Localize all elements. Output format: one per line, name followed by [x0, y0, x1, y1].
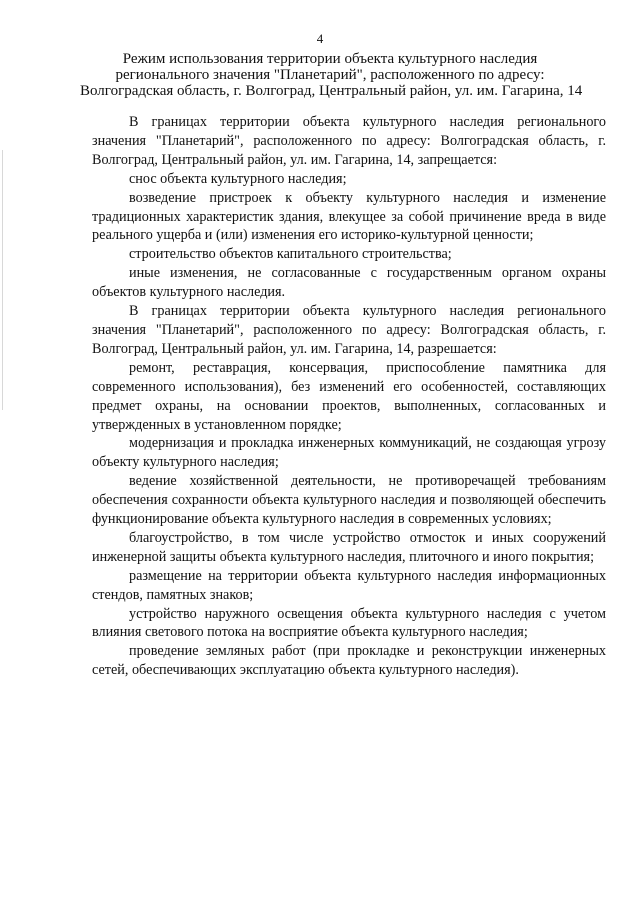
permitted-item: ремонт, реставрация, консервация, приспособление памятника для современного использования), без изменений его особенностей, составляющих предмет охраны, на основании проектов, выполненных, согласованных и утвержденных в установленном порядке; [92, 359, 606, 433]
permitted-item: размещение на территории объекта культурного наследия информационных стендов, памятных знаков; [92, 567, 606, 603]
scan-margin-mark [2, 150, 3, 410]
prohibited-item: снос объекта культурного наследия; [129, 170, 347, 187]
permitted-item: благоустройство, в том числе устройство отмосток и иных сооружений инженерной защиты объекта культурного наследия, плиточного и иного покрытия; [92, 529, 606, 565]
intro-prohibited-paragraph: В границах территории объекта культурного наследия регионального значения "Планетарий", расположенного по адресу: Волгоградская область, г. Волгоград, Центральный район, ул. им. Гагарина, 14, запрещается: [92, 114, 606, 168]
document-title [80, 51, 583, 99]
permitted-item: ведение хозяйственной деятельности, не противоречащей требованиям обеспечения сохранности объекта культурного наследия и позволяющей обеспечить функционирование объекта культурного наследия в современных условиях; [92, 473, 606, 528]
title-line: Волгоградская область, г. Волгоград, Центральный район, ул. им. Гагарина, 14 [80, 83, 583, 99]
permitted-item: проведение земляных работ (при прокладке и реконструкции инженерных сетей, обеспечивающих эксплуатацию объекта культурного наследия). [92, 643, 606, 679]
permitted-item: устройство наружного освещения объекта культурного наследия с учетом влияния светового потока на восприятие объекта культурного наследия; [92, 605, 606, 641]
intro-permitted-paragraph: В границах территории объекта культурного наследия регионального значения "Планетарий", расположенного по адресу: Волгоградская область, г. Волгоград, Центральный район, ул. им. Гагарина, 14, разрешается: [92, 303, 606, 357]
title-line: Режим использования территории объекта культурного наследия [122, 51, 538, 67]
prohibited-item: строительство объектов капитального строительства; [129, 246, 452, 263]
permitted-item: модернизация и прокладка инженерных коммуникаций, не создающая угрозу объекту культурного наследия; [92, 435, 606, 471]
title-line: регионального значения "Планетарий", расположенного по адресу: [115, 67, 545, 83]
prohibited-item: возведение пристроек к объекту культурного наследия и изменение традиционных характеристик здания, влекущее за собой причинение вреда в виде реального ущерба и (или) изменения его историко-культурной ценности; [92, 189, 606, 244]
document-body [92, 113, 606, 680]
prohibited-item: иные изменения, не согласованные с государственным органом охраны объектов культурного наследия. [92, 265, 606, 301]
page-number: 4 [316, 31, 324, 46]
